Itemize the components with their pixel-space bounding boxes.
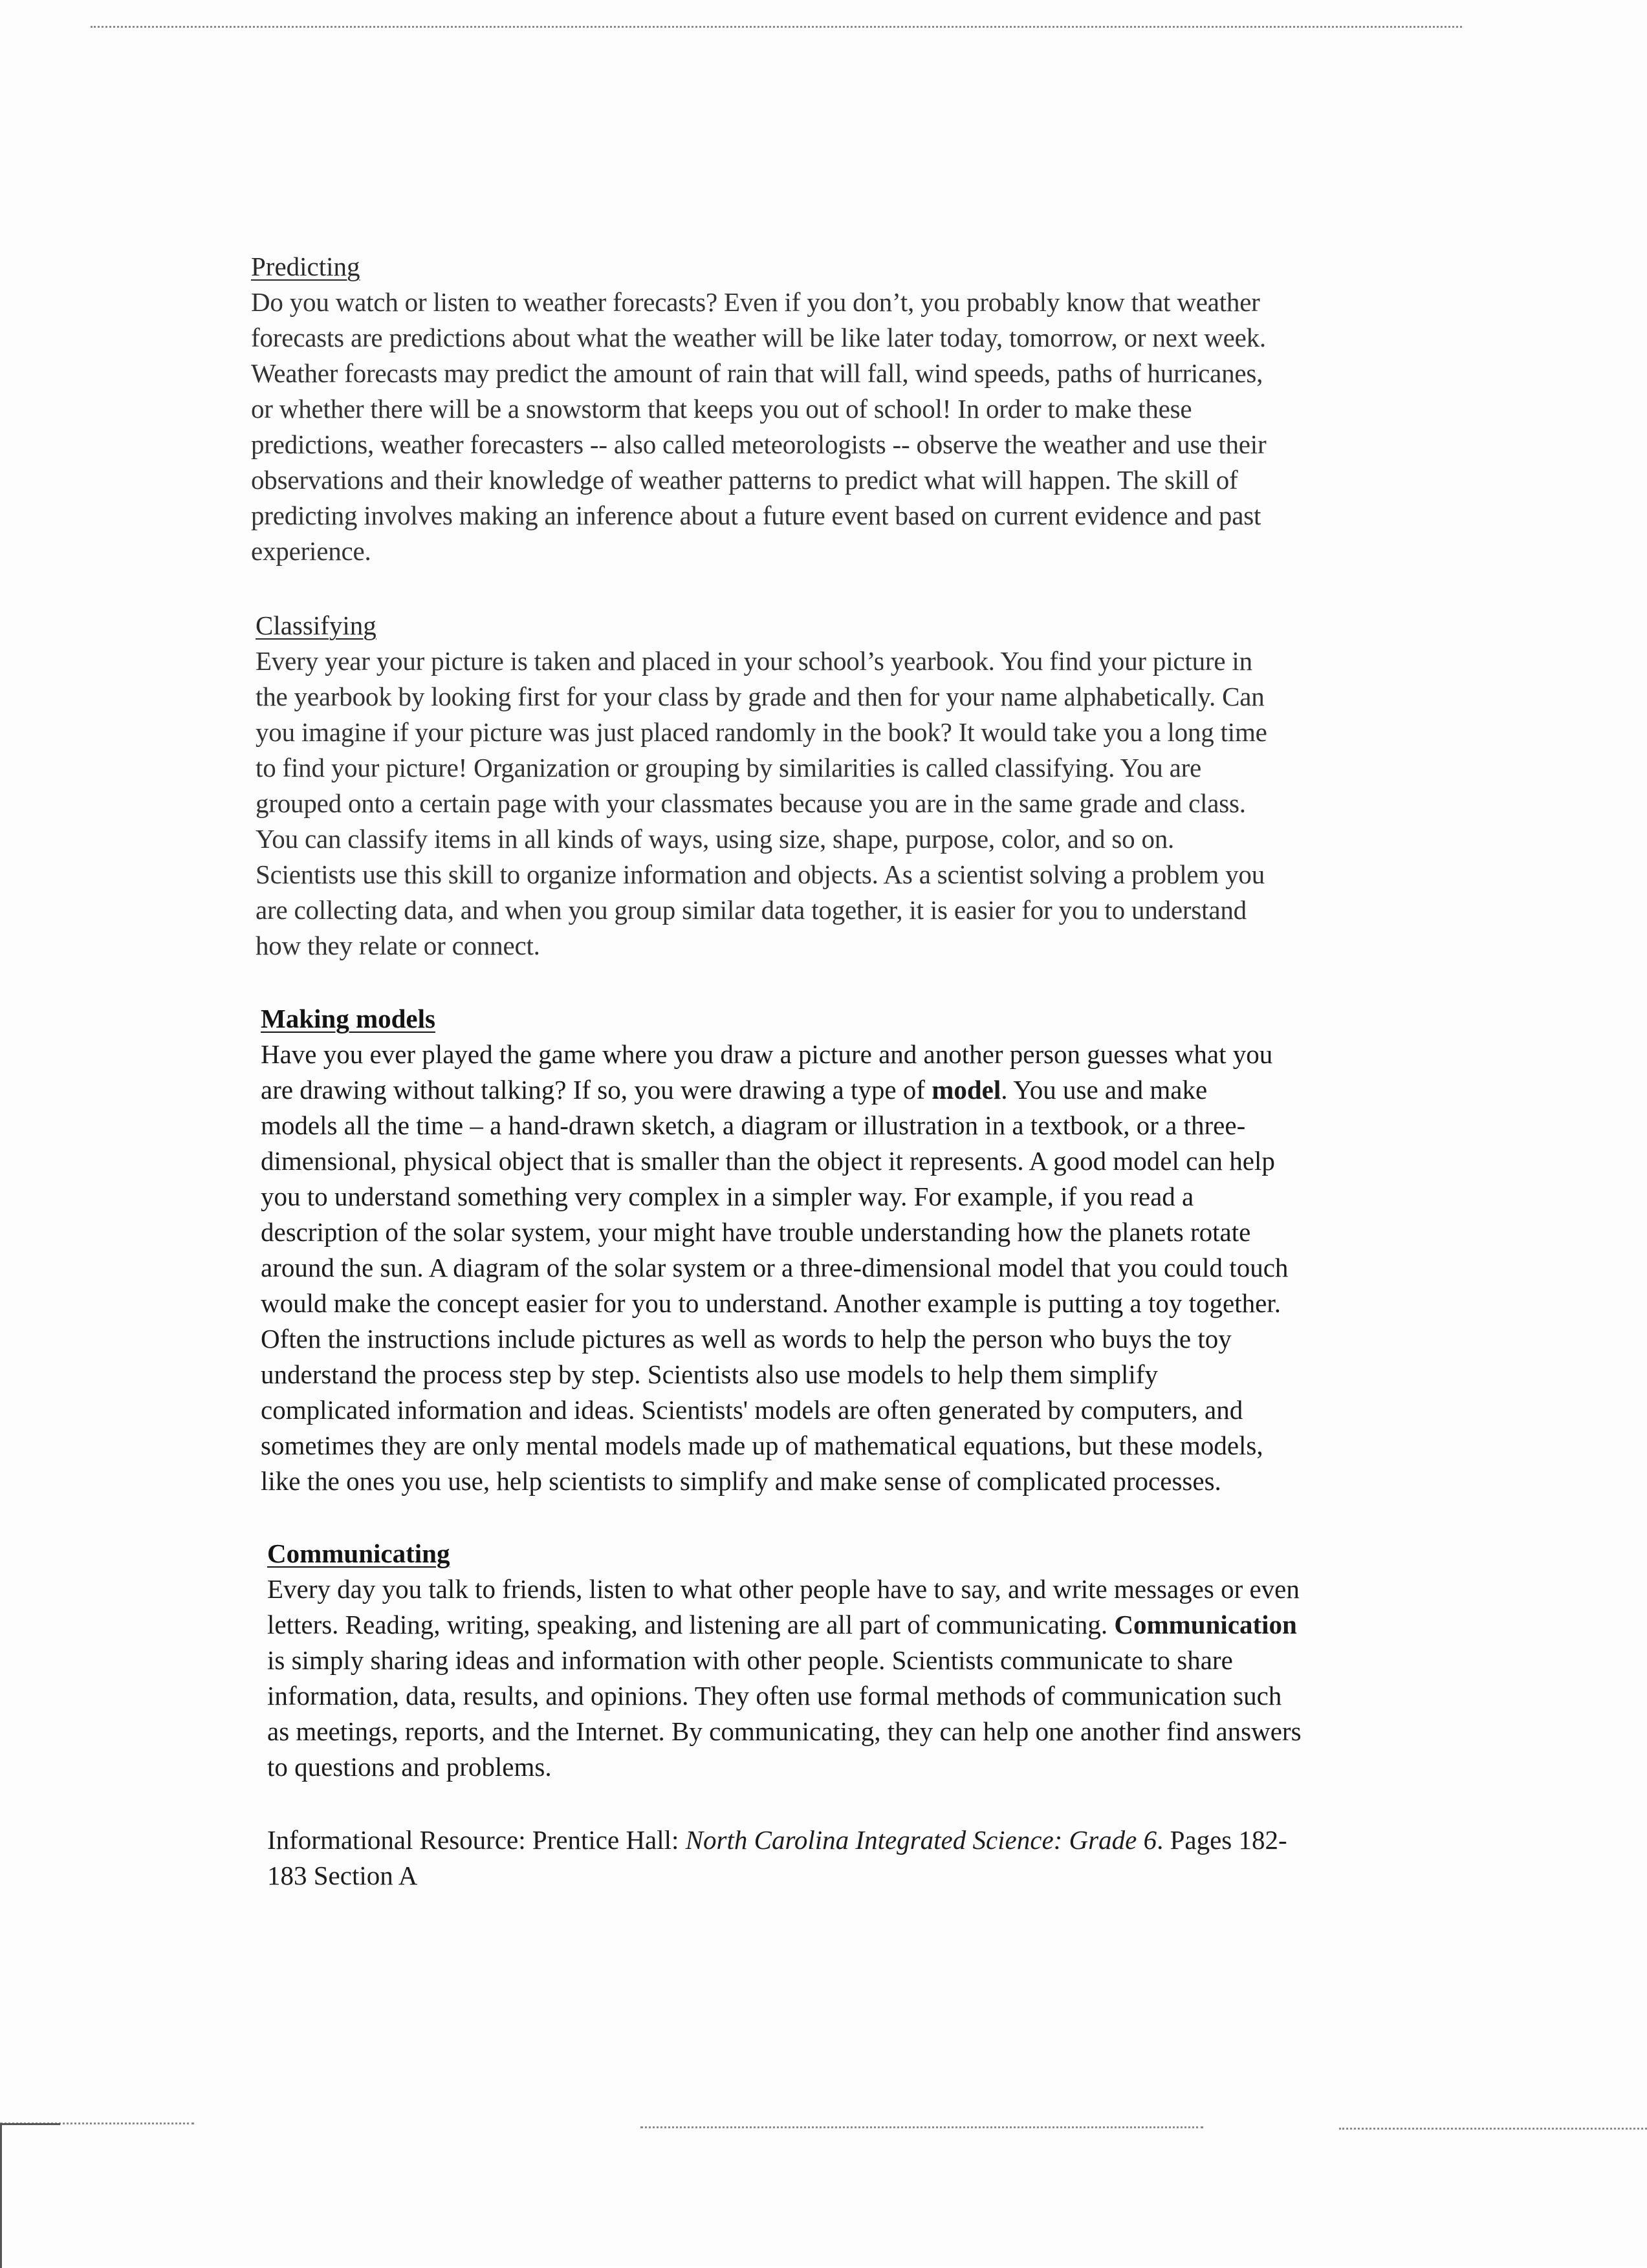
key-term: model bbox=[932, 1075, 1001, 1105]
text-line: experience. bbox=[251, 536, 371, 566]
text-line: around the sun. A diagram of the solar system or a three-dimensional model that you could touch bbox=[261, 1253, 1289, 1282]
citation-prefix: Informational Resource: Prentice Hall: bbox=[267, 1825, 686, 1855]
text-line: predicting involves making an inference about a future event based on current evidence and past bbox=[251, 501, 1261, 530]
communicating-paragraph bbox=[267, 1571, 1503, 1785]
text-line: predictions, weather forecasters -- also called meteorologists -- observe the weather and use their bbox=[251, 429, 1267, 459]
text-line: description of the solar system, your might have trouble understanding how the planets rotate bbox=[261, 1217, 1251, 1247]
making-models-heading: Making models bbox=[261, 1004, 435, 1033]
informational-resource-citation bbox=[267, 1822, 1496, 1894]
key-term: Communication bbox=[1114, 1610, 1297, 1639]
section-predicting bbox=[251, 249, 1487, 569]
classifying-heading: Classifying bbox=[256, 610, 376, 640]
scan-artifact-bottom-mid bbox=[640, 2126, 1203, 2128]
citation-book-title: North Carolina Integrated Science: Grade 6 bbox=[685, 1825, 1157, 1855]
text-line: Every day you talk to friends, listen to what other people have to say, and write messages or even bbox=[267, 1574, 1300, 1604]
text-line: the yearbook by looking first for your class by grade and then for your name alphabetically. Can bbox=[256, 682, 1265, 711]
text-line: how they relate or connect. bbox=[256, 931, 540, 960]
text-line: Every year your picture is taken and placed in your school’s yearbook. You find your picture in bbox=[256, 646, 1252, 676]
scan-artifact-top bbox=[91, 26, 1462, 28]
text-line: Weather forecasts may predict the amount of rain that will fall, wind speeds, paths of hurricanes, bbox=[251, 358, 1263, 388]
text-line: to questions and problems. bbox=[267, 1752, 552, 1782]
text-line: are drawing without talking? If so, you were drawing a type of model. You use and make bbox=[261, 1075, 1208, 1105]
text-line: you imagine if your picture was just placed randomly in the book? It would take you a long time bbox=[256, 717, 1267, 747]
predicting-heading: Predicting bbox=[251, 252, 360, 281]
text-line: you to understand something very complex in a simpler way. For example, if you read a bbox=[261, 1182, 1194, 1211]
text-line: sometimes they are only mental models made up of mathematical equations, but these models, bbox=[261, 1431, 1263, 1460]
text-line: as meetings, reports, and the Internet. By communicating, they can help one another find answers bbox=[267, 1716, 1302, 1746]
text-line: understand the process step by step. Scientists also use models to help them simplify bbox=[261, 1359, 1158, 1389]
text-line: Scientists use this skill to organize information and objects. As a scientist solving a problem you bbox=[256, 859, 1265, 889]
scan-corner-mark bbox=[0, 2123, 60, 2268]
text-line: observations and their knowledge of weather patterns to predict what will happen. The skill of bbox=[251, 465, 1238, 495]
citation-line-2: 183 Section A bbox=[267, 1861, 418, 1890]
text-line: Often the instructions include pictures as well as words to help the person who buys the toy bbox=[261, 1324, 1232, 1354]
citation-suffix: . Pages 182- bbox=[1157, 1825, 1287, 1855]
making-models-paragraph bbox=[261, 1037, 1496, 1499]
text-line: letters. Reading, writing, speaking, and listening are all part of communicating. Communication bbox=[267, 1610, 1297, 1639]
text-line: models all the time – a hand-drawn sketch, a diagram or illustration in a textbook, or a three- bbox=[261, 1110, 1246, 1140]
text-line: information, data, results, and opinions. They often use formal methods of communication such bbox=[267, 1681, 1282, 1711]
section-communicating bbox=[267, 1536, 1503, 1785]
text-line: is simply sharing ideas and information with other people. Scientists communicate to share bbox=[267, 1645, 1233, 1675]
classifying-paragraph bbox=[256, 643, 1491, 964]
text-line: to find your picture! Organization or grouping by similarities is called classifying. You are bbox=[256, 753, 1202, 783]
text-line: like the ones you use, help scientists to simplify and make sense of complicated processes. bbox=[261, 1466, 1221, 1496]
section-making-models bbox=[261, 1001, 1496, 1499]
text-line: Have you ever played the game where you draw a picture and another person guesses what you bbox=[261, 1039, 1273, 1069]
predicting-paragraph bbox=[251, 285, 1487, 569]
text-line: Do you watch or listen to weather forecasts? Even if you don’t, you probably know that weather bbox=[251, 287, 1260, 317]
text-line: grouped onto a certain page with your classmates because you are in the same grade and class. bbox=[256, 788, 1246, 818]
text-line: complicated information and ideas. Scientists' models are often generated by computers, and bbox=[261, 1395, 1243, 1425]
text-line: or whether there will be a snowstorm that keeps you out of school! In order to make these bbox=[251, 394, 1192, 424]
text-line: forecasts are predictions about what the weather will be like later today, tomorrow, or next week. bbox=[251, 323, 1266, 352]
text-line: You can classify items in all kinds of ways, using size, shape, purpose, color, and so on. bbox=[256, 824, 1175, 854]
text-line: dimensional, physical object that is smaller than the object it represents. A good model can help bbox=[261, 1146, 1275, 1176]
communicating-heading: Communicating bbox=[267, 1539, 450, 1568]
scan-artifact-bottom-right bbox=[1339, 2128, 1647, 2130]
text-line: are collecting data, and when you group similar data together, it is easier for you to understand bbox=[256, 895, 1247, 925]
text-line: would make the concept easier for you to understand. Another example is putting a toy together. bbox=[261, 1288, 1281, 1318]
section-classifying bbox=[256, 608, 1491, 964]
